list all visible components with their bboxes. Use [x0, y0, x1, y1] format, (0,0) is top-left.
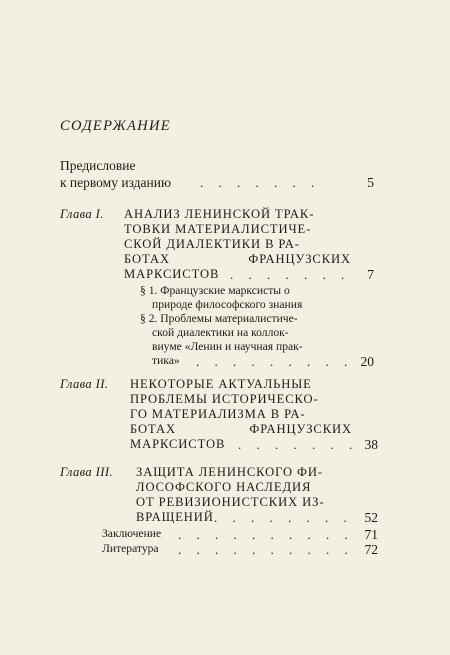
leader-dots: . . . . . . . . . . — [178, 542, 354, 557]
chapter-title-line: ЛОСОФСКОГО НАСЛЕДИЯ — [136, 480, 312, 494]
leader-dots: . . . . . . . . . . — [178, 527, 354, 542]
leader-dots: . . . . . . . — [230, 267, 351, 282]
leader-dots: . . . . . . . . — [214, 510, 353, 525]
page-number: 20 — [360, 354, 374, 369]
preface-entry — [60, 158, 380, 198]
section-line: § 2. Проблемы материалистиче- — [140, 312, 298, 325]
chapter-label: Глава II. — [60, 377, 109, 391]
page-number: 7 — [367, 267, 374, 282]
chapter-title-line: ТОВКИ МАТЕРИАЛИСТИЧЕ- — [124, 222, 312, 236]
section-line: § 1. Французские марксисты о — [140, 284, 290, 297]
chapter-title-line: ЗАЩИТА ЛЕНИНСКОГО ФИ- — [136, 465, 323, 479]
chapter-label: Глава III. — [60, 465, 113, 479]
preface-line-2: к первому изданию — [60, 175, 172, 190]
section-line: виуме «Ленин и научная прак- — [152, 340, 303, 353]
chapter-title-line: НЕКОТОРЫЕ АКТУАЛЬНЫЕ — [130, 377, 312, 391]
chapter-3-entry — [60, 465, 380, 555]
page-number: 72 — [364, 542, 378, 557]
page-number: 52 — [364, 510, 378, 525]
chapter-title-line: ВРАЩЕНИЙ — [136, 510, 214, 524]
preface-line-1: Предисловие — [60, 158, 136, 173]
chapter-1-entry — [60, 207, 380, 369]
leader-dots: . . . . . . . . . — [196, 354, 354, 369]
page-number: 71 — [364, 527, 378, 542]
chapter-title-line: СКОЙ ДИАЛЕКТИКИ В РА- — [124, 237, 300, 251]
chapter-title-line: ОТ РЕВИЗИОНИСТСКИХ ИЗ- — [136, 495, 325, 509]
section-line: природе философского знания — [152, 298, 303, 311]
chapter-label: Глава I. — [60, 207, 104, 221]
contents-title: СОДЕРЖАНИЕ — [60, 118, 171, 134]
section-line: тика» — [152, 354, 180, 367]
chapter-title-line: БОТАХ ФРАНЦУЗСКИХ — [130, 422, 352, 436]
chapter-title-line: МАРКСИСТОВ — [124, 267, 220, 281]
page-number: 38 — [364, 437, 378, 452]
conclusion-label: Заключение — [102, 527, 162, 540]
chapter-title-line: ГО МАТЕРИАЛИЗМА В РА- — [130, 407, 306, 421]
chapter-title-line: МАРКСИСТОВ — [130, 437, 226, 451]
chapter-2-entry — [60, 377, 380, 457]
chapter-title-line: ПРОБЛЕМЫ ИСТОРИЧЕСКО- — [130, 392, 319, 406]
chapter-title-line: БОТАХ ФРАНЦУЗСКИХ — [124, 252, 351, 266]
leader-dots: . . . . . . . — [238, 437, 359, 452]
chapter-title-line: АНАЛИЗ ЛЕНИНСКОЙ ТРАК- — [124, 207, 315, 221]
section-line: ской диалектики на коллок- — [152, 326, 289, 339]
leader-dots: . . . . . . . — [200, 175, 321, 190]
page-number: 5 — [367, 175, 374, 190]
references-label: Литература — [102, 542, 159, 555]
